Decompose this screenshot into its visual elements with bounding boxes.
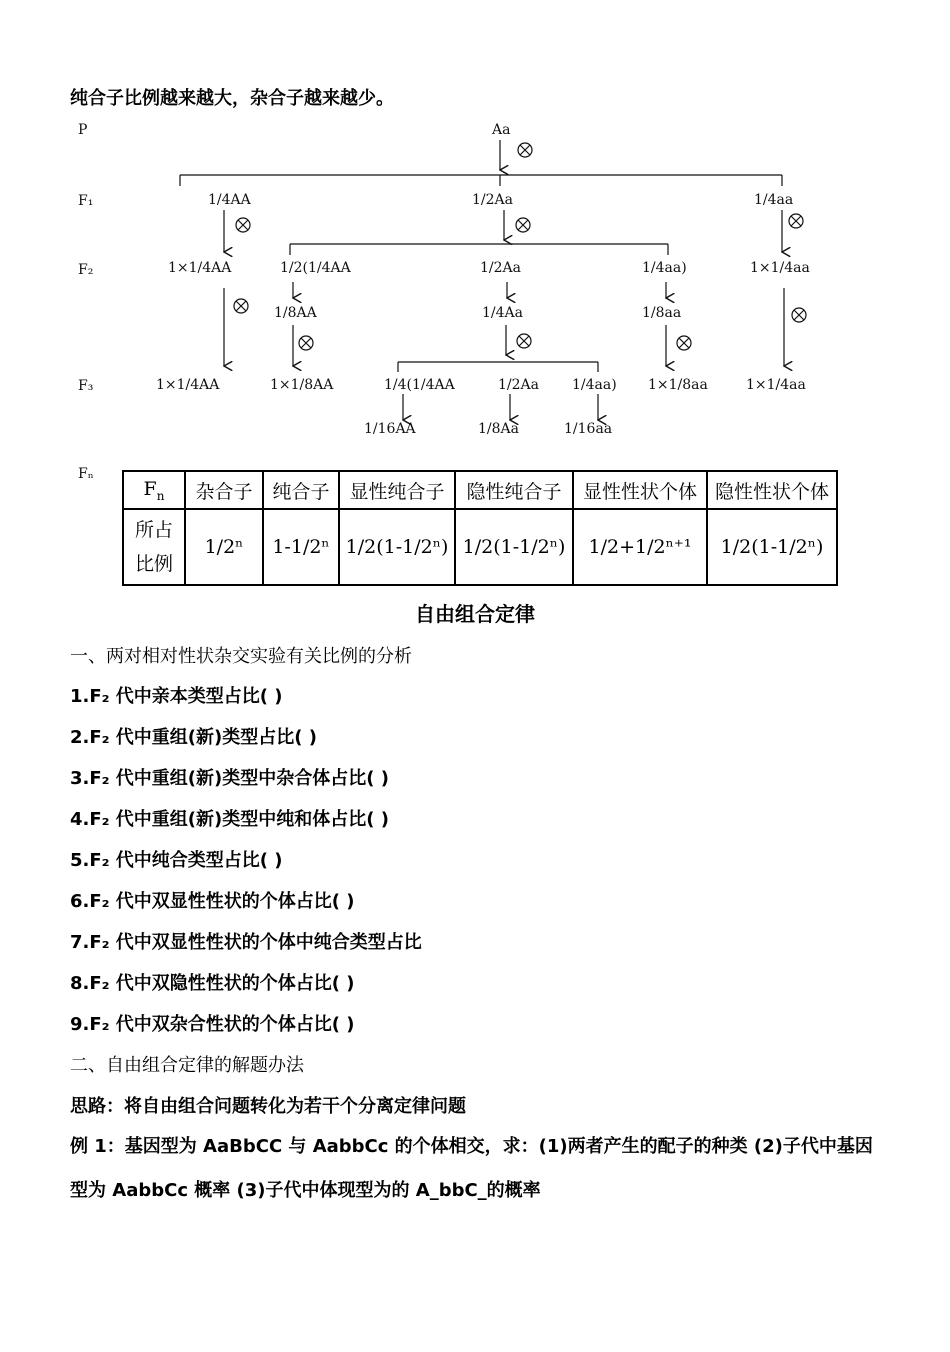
table-cell: 1/2ⁿ <box>185 509 263 585</box>
question-item: 3.F₂ 代中重组(新)类型中杂合体占比( ) <box>70 768 389 789</box>
corner-label: F <box>143 477 157 500</box>
selfing-icon <box>234 299 248 313</box>
f2-sub-item: 1/8aa <box>642 305 682 321</box>
inheritance-diagram <box>70 110 880 482</box>
question-item: 5.F₂ 代中纯合类型占比( ) <box>70 850 283 871</box>
table-row <box>123 509 837 585</box>
selfing-icon <box>677 336 691 350</box>
question-item: 1.F₂ 代中亲本类型占比( ) <box>70 686 283 707</box>
f2-sub-item: 1/4Aa <box>482 305 523 321</box>
f3-item: 1×1/4AA <box>156 377 220 393</box>
f3-item: 1/2Aa <box>498 377 539 393</box>
table-cell: 1/2(1-1/2ⁿ) <box>455 509 573 585</box>
intro-text: 纯合子比例越来越大，杂合子越来越少。 <box>70 88 394 109</box>
table-header-row <box>123 471 837 509</box>
corner-subscript: n <box>156 488 165 503</box>
section-heading: 二、自由组合定律的解题办法 <box>70 1055 304 1076</box>
approach-text: 思路：将自由组合问题转化为若干个分离定律问题 <box>70 1096 466 1117</box>
table-cell: 1/2(1-1/2ⁿ) <box>339 509 455 585</box>
selfing-icon <box>236 218 250 232</box>
table-header-cell: 杂合子 <box>185 471 263 509</box>
gen-label-f2: F₂ <box>78 262 94 278</box>
f1-item: 1/4aa <box>754 192 794 208</box>
section-heading: 一、两对相对性状杂交实验有关比例的分析 <box>70 646 412 667</box>
f1-item: 1/4AA <box>208 192 251 208</box>
f1-item: 1/2Aa <box>472 192 513 208</box>
table-cell: 1/2+1/2ⁿ⁺¹ <box>573 509 707 585</box>
parent-genotype: Aa <box>492 122 511 138</box>
proportion-table <box>122 470 838 586</box>
f3-item: 1/4aa) <box>572 377 617 393</box>
gen-label-fn: Fₙ <box>78 466 94 482</box>
question-item: 2.F₂ 代中重组(新)类型占比( ) <box>70 727 317 748</box>
f3-item: 1×1/8AA <box>270 377 334 393</box>
selfing-icon <box>516 218 530 232</box>
section-title: 自由组合定律 <box>415 602 535 626</box>
f3-sub-item: 1/16AA <box>364 421 416 437</box>
selfing-icon <box>518 143 532 157</box>
table-corner <box>123 471 185 509</box>
question-item: 8.F₂ 代中双隐性性状的个体占比( ) <box>70 973 355 994</box>
question-item: 7.F₂ 代中双显性性状的个体中纯合类型占比 <box>70 932 422 953</box>
f2-item: 1/2Aa <box>480 260 521 276</box>
f2-sub-item: 1/8AA <box>274 305 317 321</box>
selfing-icon <box>299 336 313 350</box>
row-label: 所占比例 <box>123 509 185 585</box>
f2-item: 1×1/4AA <box>168 260 232 276</box>
f2-item: 1×1/4aa <box>750 260 810 276</box>
table-cell: 1/2(1-1/2ⁿ) <box>707 509 837 585</box>
f3-sub-item: 1/16aa <box>564 421 613 437</box>
f2-item: 1/2(1/4AA <box>280 260 351 276</box>
f2-item: 1/4aa) <box>642 260 687 276</box>
table-header-cell: 纯合子 <box>263 471 339 509</box>
f3-item: 1/4(1/4AA <box>384 377 455 393</box>
selfing-icon <box>792 308 806 322</box>
f3-item: 1×1/4aa <box>746 377 806 393</box>
gen-label-f3: F₃ <box>78 378 94 394</box>
example-text: 型为 AabbCc 概率 (3)子代中体现型为的 A_bbC_的概率 <box>70 1180 541 1201</box>
selfing-icon <box>517 334 531 348</box>
table-cell: 1-1/2ⁿ <box>263 509 339 585</box>
gen-label-f1: F₁ <box>78 193 94 209</box>
gen-label-p: P <box>78 122 88 138</box>
table-header-cell: 显性性状个体 <box>573 471 707 509</box>
question-item: 4.F₂ 代中重组(新)类型中纯和体占比( ) <box>70 809 389 830</box>
question-item: 6.F₂ 代中双显性性状的个体占比( ) <box>70 891 355 912</box>
selfing-icon <box>789 214 803 228</box>
question-item: 9.F₂ 代中双杂合性状的个体占比( ) <box>70 1014 355 1035</box>
f3-sub-item: 1/8Aa <box>478 421 519 437</box>
table-header-cell: 显性纯合子 <box>339 471 455 509</box>
table-header-cell: 隐性性状个体 <box>707 471 837 509</box>
f3-item: 1×1/8aa <box>648 377 708 393</box>
table-header-cell: 隐性纯合子 <box>455 471 573 509</box>
example-text: 例 1：基因型为 AaBbCC 与 AabbCc 的个体相交，求：(1)两者产生的配子的种类 (2)子代中基因 <box>70 1136 873 1157</box>
